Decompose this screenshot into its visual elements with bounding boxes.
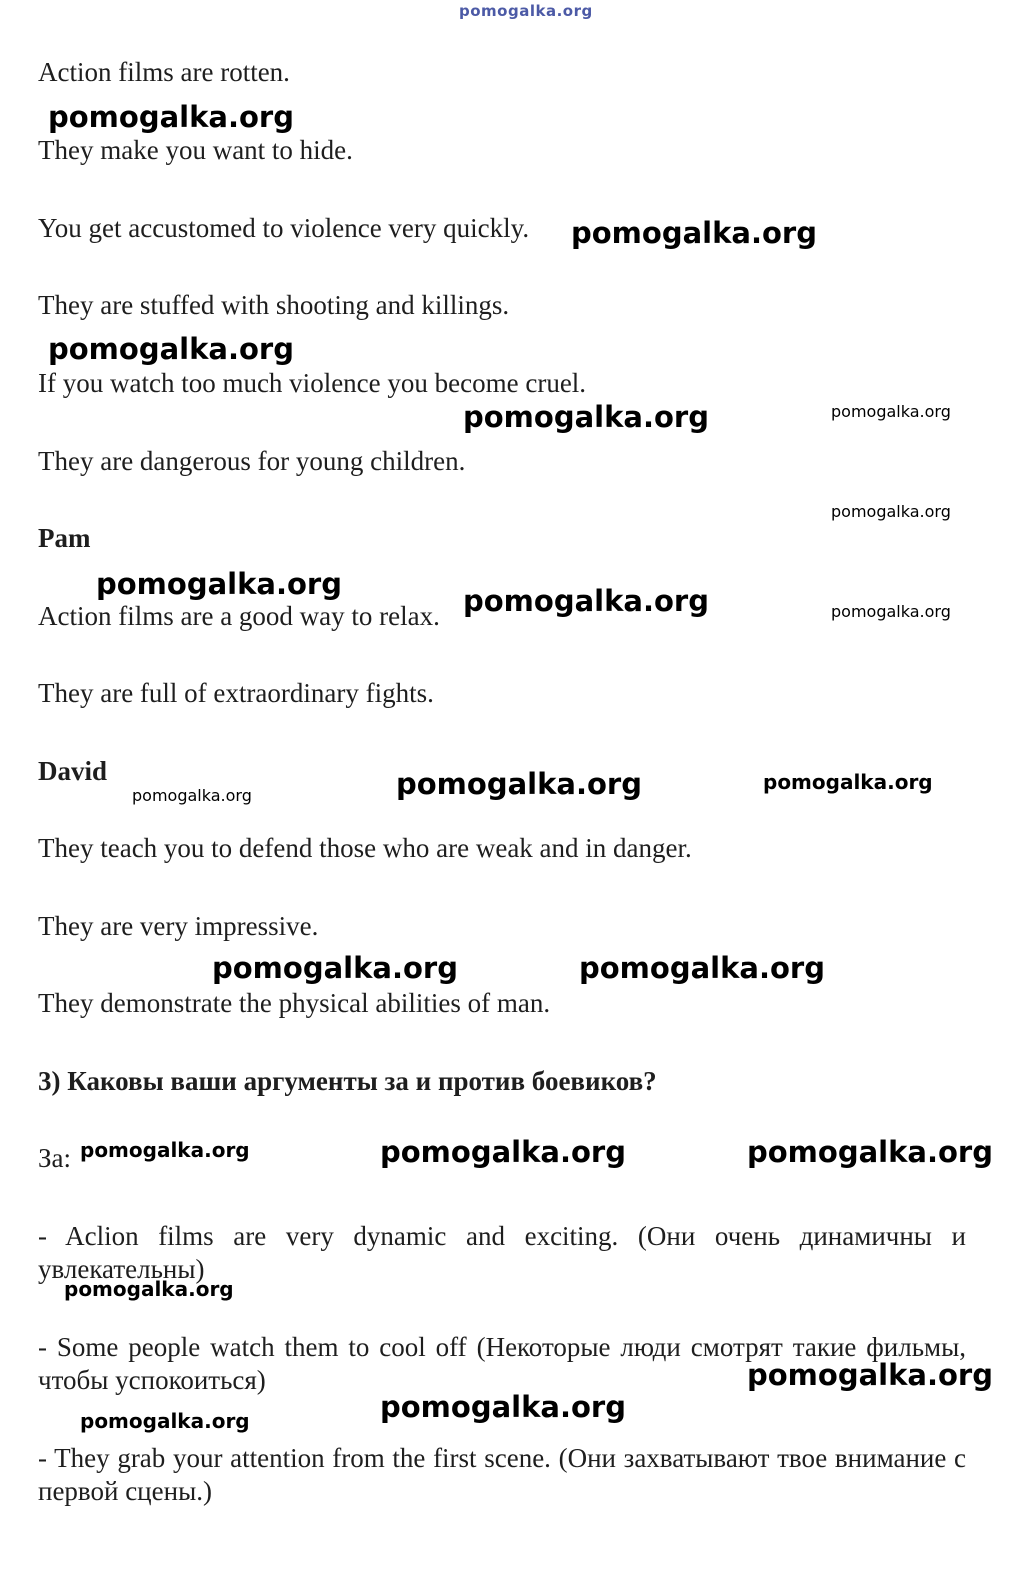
watermark-text: pomogalka.org <box>831 402 951 421</box>
text-line: They are full of extraordinary fights. <box>38 678 434 708</box>
watermark-text: pomogalka.org <box>48 100 294 134</box>
watermark-text: pomogalka.org <box>96 567 342 601</box>
text-line: Action films are a good way to relax. <box>38 601 440 631</box>
watermark-text: pomogalka.org <box>212 951 458 985</box>
speaker-name: Pam <box>38 523 91 553</box>
text-line: You get accustomed to violence very quickly. <box>38 213 530 243</box>
section-label: За: <box>38 1143 72 1173</box>
watermark-text: pomogalka.org <box>380 1135 626 1169</box>
watermark-text: pomogalka.org <box>132 786 252 805</box>
argument-paragraph: - Some people watch them to cool off (Некоторые люди смотрят такие фильмы, чтобы успокоиться) <box>38 1332 966 1395</box>
speaker-name: David <box>38 756 108 786</box>
watermark-text: pomogalka.org <box>571 216 817 250</box>
watermark-text: pomogalka.org <box>80 1409 250 1433</box>
watermark-text: pomogalka.org <box>64 1277 234 1301</box>
watermark-text: pomogalka.org <box>747 1358 993 1392</box>
text-line: They make you want to hide. <box>38 135 353 165</box>
watermark-text: pomogalka.org <box>396 767 642 801</box>
watermark-text: pomogalka.org <box>463 584 709 618</box>
question-heading: 3) Каковы ваши аргументы за и против боевиков? <box>38 1066 657 1096</box>
text-line: Action films are rotten. <box>38 57 290 87</box>
text-line: They are dangerous for young children. <box>38 446 466 476</box>
text-line: They are very impressive. <box>38 911 319 941</box>
watermark-text: pomogalka.org <box>579 951 825 985</box>
text-line: They teach you to defend those who are weak and in danger. <box>38 833 692 863</box>
argument-paragraph: - They grab your attention from the first scene. (Они захватывают твое внимание с первой сцены.) <box>38 1443 966 1506</box>
argument-paragraph: - Aclion films are very dynamic and exciting. (Они очень динамичны и увлекательны) <box>38 1221 966 1284</box>
watermark-text: pomogalka.org <box>763 770 933 794</box>
watermark-text: pomogalka.org <box>80 1138 250 1162</box>
watermark-text: pomogalka.org <box>831 502 951 521</box>
watermark-text: pomogalka.org <box>463 400 709 434</box>
top-watermark: pomogalka.org <box>459 2 593 20</box>
watermark-text: pomogalka.org <box>831 602 951 621</box>
watermark-text: pomogalka.org <box>380 1390 626 1424</box>
text-line: If you watch too much violence you become cruel. <box>38 368 587 398</box>
watermark-text: pomogalka.org <box>747 1135 993 1169</box>
watermark-text: pomogalka.org <box>48 332 294 366</box>
text-line: They demonstrate the physical abilities of man. <box>38 988 551 1018</box>
text-line: They are stuffed with shooting and killings. <box>38 290 510 320</box>
